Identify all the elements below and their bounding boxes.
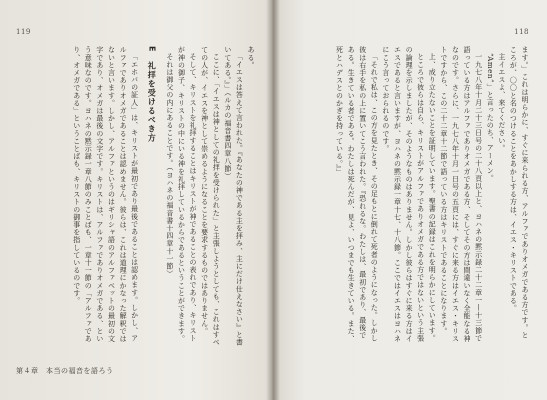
left-page-text xyxy=(18,46,256,346)
paragraph: 一九七八年十月二十三日号の二十八頁以上と、ヨハネの黙示録二十二章一—十三節で語っている方はアルファでありオメガである方、そしてその方は間違いなく全能なる神なのです。さらに、一九七八年十月一日号の五頁には、すぐに来る方はイエス・キリストですから、この二十二章十二節で語っている方はキリストであることになります。 xyxy=(439,46,483,343)
paragraph: 上、成り立たないことを証明しています。聖書の記録はこれを明らかにしています。 xyxy=(428,53,437,342)
page-number-left: 119 xyxy=(16,28,31,36)
right-page-text xyxy=(290,46,530,346)
paragraph: 「イエスは答えて言われた。『あなたの神である主を拝み、主にだけ仕えなさい』と書いてある。』」（ルカの福音書四章八節） xyxy=(223,46,244,346)
paragraph: 主イエスよ、来てください。 xyxy=(497,53,506,152)
paragraph: ここに、「イエスは神としての礼拝を受けられた」と主張しようとしても、これはすべての人が、イエスを神として崇めるようになることを要求するものではありません。 xyxy=(200,46,221,346)
paragraph: 「エホバの証人」は、キリストが最初であり最後であることは認めます。しかし、アルファでありオメガであることは認めません。彼らは、これは道理にかなった解釈ではないと言います。しかし、アルファというのはギリシャ語のアルファベットの最初の文字であり、オメガは最後の文字です。キリストは、アルファでありオメガである、という意味なのです。ヨハネの黙示録一章八節のみことばも、一章十一節の「アルファであり、オメガである」ということばも、キリストの御事を指しているのです。 xyxy=(72,46,139,343)
paragraph: それは御父の内にあることです。（ヨハネの福音書十四章十一節） xyxy=(165,53,174,278)
right-page xyxy=(272,0,547,400)
left-page xyxy=(0,0,272,400)
paragraph: “Amen”」と言ったのち、アーメン。 xyxy=(486,53,495,182)
running-head: 第４章 本当の福音を語ろう xyxy=(16,367,114,375)
paragraph: ます。」これは明らかに、すぐに来られる方、アルファでありオメガである方です。ところが、〇〇と名のつけることをあかしする方は、イエス・キリストである。 xyxy=(509,46,529,339)
paragraph: 「それで私は、この方を見たとき、その足もとに倒れて死者のようになった。しかし彼は右手を私の上に置いてこう言われた。『恐れるな。わたしは、最初であり、最後である。生きている者である。わたしは死んだが、見よ、いつまでも生きている。また、死とハデスとのかぎを持っている。』」 xyxy=(335,46,379,343)
page-number-right: 118 xyxy=(514,28,529,36)
paragraph: ある。 xyxy=(247,46,255,69)
section-heading: E 礼拝を受けるべき方 xyxy=(147,46,157,143)
paragraph: ところで彼らは自ら、キリストがアルファでありオメガである方ではないという主張の論理を示しましたが、そのようなものはありません。しかし彼らはすぐに来る方はイエスであると言いますが、ヨハネの黙示録一章十七、十八節。ここではイエスはヨハネにこう言っておられるのです。 xyxy=(381,46,425,343)
paragraph: そして、キリストを礼拝することはキリストが神であることの表れであり、キリストが神の御子、キリストの中にいる神を礼拝しているからであるということができます。 xyxy=(177,46,198,343)
